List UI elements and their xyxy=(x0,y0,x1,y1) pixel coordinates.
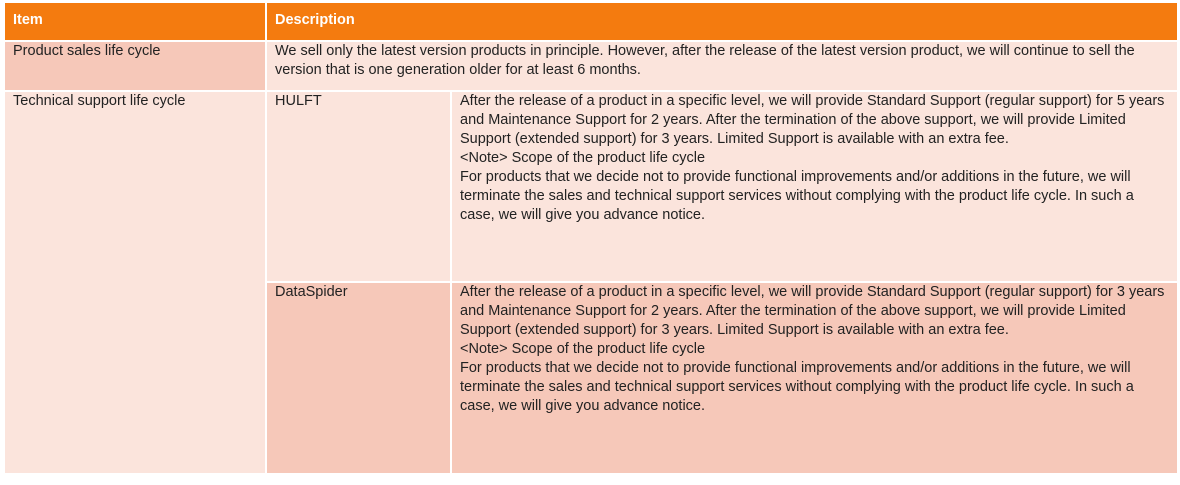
note-title: <Note> Scope of the product life cycle xyxy=(460,341,706,357)
table-row xyxy=(4,91,1178,282)
note-title: <Note> Scope of the product life cycle xyxy=(460,150,706,166)
product-name-dataspider: DataSpider xyxy=(266,282,451,474)
product-support-text-hulft xyxy=(451,91,1178,282)
table-row xyxy=(4,41,1178,91)
header-description: Description xyxy=(266,2,1178,41)
support-policy-text: After the release of a product in a specific level, we will provide Standard Support (regular support) for 3 years and Maintenance Support for 2 years. After the termination of the above support, we will provide Limited Support (extended support) for 3 years. Limited Support is available with an extra fee. xyxy=(460,284,1165,338)
header-item: Item xyxy=(4,2,266,41)
support-policy-text: After the release of a product in a specific level, we will provide Standard Support (regular support) for 5 years and Maintenance Support for 2 years. After the termination of the above support, we will provide Limited Support (extended support) for 3 years. Limited Support is available with an extra fee. xyxy=(460,93,1165,147)
note-text: For products that we decide not to provide functional improvements and/or additions in the future, we will terminate the sales and technical support services without complying with the product life cycle. In such a case, we will give you advance notice. xyxy=(460,169,1134,223)
sales-lifecycle-description: We sell only the latest version products in principle. However, after the release of the latest version product, we will continue to sell the version that is one generation older for at least 6 months. xyxy=(266,41,1178,91)
product-support-text-dataspider xyxy=(451,282,1178,474)
support-lifecycle-label: Technical support life cycle xyxy=(4,91,266,474)
sales-lifecycle-label: Product sales life cycle xyxy=(4,41,266,91)
header-row xyxy=(4,2,1178,41)
note-text: For products that we decide not to provide functional improvements and/or additions in the future, we will terminate the sales and technical support services without complying with the product life cycle. In such a case, we will give you advance notice. xyxy=(460,360,1134,414)
product-name-hulft: HULFT xyxy=(266,91,451,282)
product-lifecycle-table xyxy=(3,1,1179,475)
